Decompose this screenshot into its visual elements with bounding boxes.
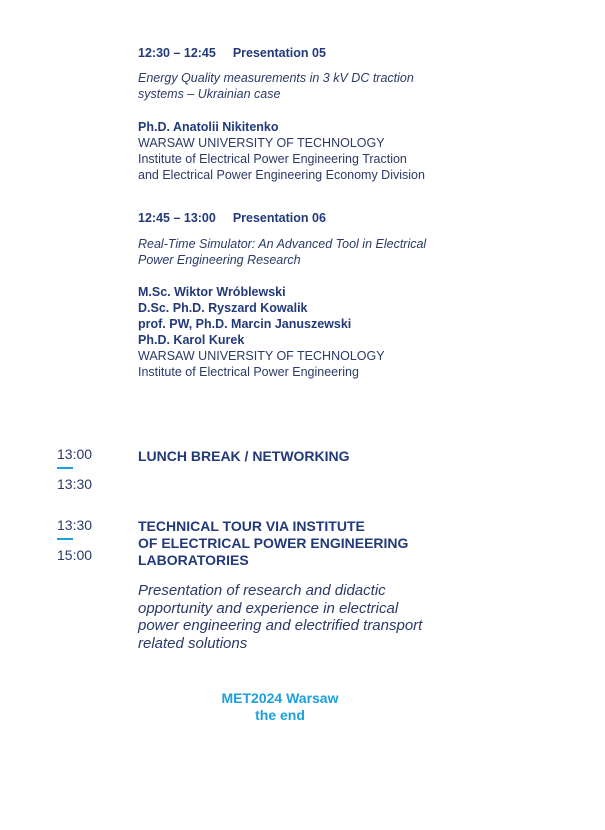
speaker-name: D.Sc. Ph.D. Ryszard Kowalik	[138, 301, 308, 315]
presentation-label: Presentation 05	[232, 46, 326, 60]
affiliation-line: Institute of Electrical Power Engineering Traction	[138, 152, 407, 166]
title-line: Power Engineering Research	[138, 253, 301, 267]
speaker-name: M.Sc. Wiktor Wróblewski	[138, 285, 286, 299]
time-range-dash	[57, 467, 73, 469]
presentation-label: Presentation 06	[232, 211, 326, 225]
closing-line: MET2024 Warsaw	[221, 690, 339, 706]
closing-text	[180, 690, 380, 724]
presentation-time: 12:45 – 13:00	[138, 211, 216, 225]
title-line: Energy Quality measurements in 3 kV DC traction	[138, 71, 414, 85]
tour-end-time: 15:00	[57, 547, 93, 563]
tour-title	[138, 518, 408, 569]
speaker-name: Ph.D. Anatolii Nikitenko	[138, 120, 279, 134]
tour-description	[138, 582, 422, 652]
title-line: Real-Time Simulator: An Advanced Tool in Electrical	[138, 237, 427, 251]
affiliation-line: WARSAW UNIVERSITY OF TECHNOLOGY	[138, 136, 385, 150]
presentation-05-header	[138, 46, 326, 60]
title-line: LABORATORIES	[138, 552, 249, 568]
affiliation-line: WARSAW UNIVERSITY OF TECHNOLOGY	[138, 349, 385, 363]
presentation-06-title	[138, 236, 426, 268]
presentation-05-authors	[138, 119, 425, 183]
title-line: OF ELECTRICAL POWER ENGINEERING	[138, 535, 409, 551]
affiliation-line: Institute of Electrical Power Engineering	[138, 365, 359, 379]
speaker-name: Ph.D. Karol Kurek	[138, 333, 245, 347]
closing-line: the end	[255, 707, 305, 723]
speaker-name: prof. PW, Ph.D. Marcin Januszewski	[138, 317, 352, 331]
lunch-title: LUNCH BREAK / NETWORKING	[138, 448, 350, 464]
presentation-06-authors	[138, 284, 385, 380]
affiliation-line: and Electrical Power Engineering Economy Division	[138, 168, 425, 182]
presentation-time: 12:30 – 12:45	[138, 46, 216, 60]
presentation-06-header	[138, 211, 326, 225]
description-line: Presentation of research and didactic	[138, 582, 386, 599]
title-line: systems – Ukrainian case	[138, 87, 281, 101]
presentation-05-title	[138, 70, 414, 102]
lunch-end-time: 13:30	[57, 476, 93, 492]
tour-start-time: 13:30	[57, 517, 93, 533]
description-line: power engineering and electrified transport	[138, 617, 423, 634]
title-line: TECHNICAL TOUR VIA INSTITUTE	[138, 518, 365, 534]
lunch-start-time: 13:00	[57, 446, 93, 462]
description-line: opportunity and experience in electrical	[138, 599, 399, 617]
description-line: related solutions	[138, 634, 248, 652]
time-range-dash	[57, 538, 73, 540]
